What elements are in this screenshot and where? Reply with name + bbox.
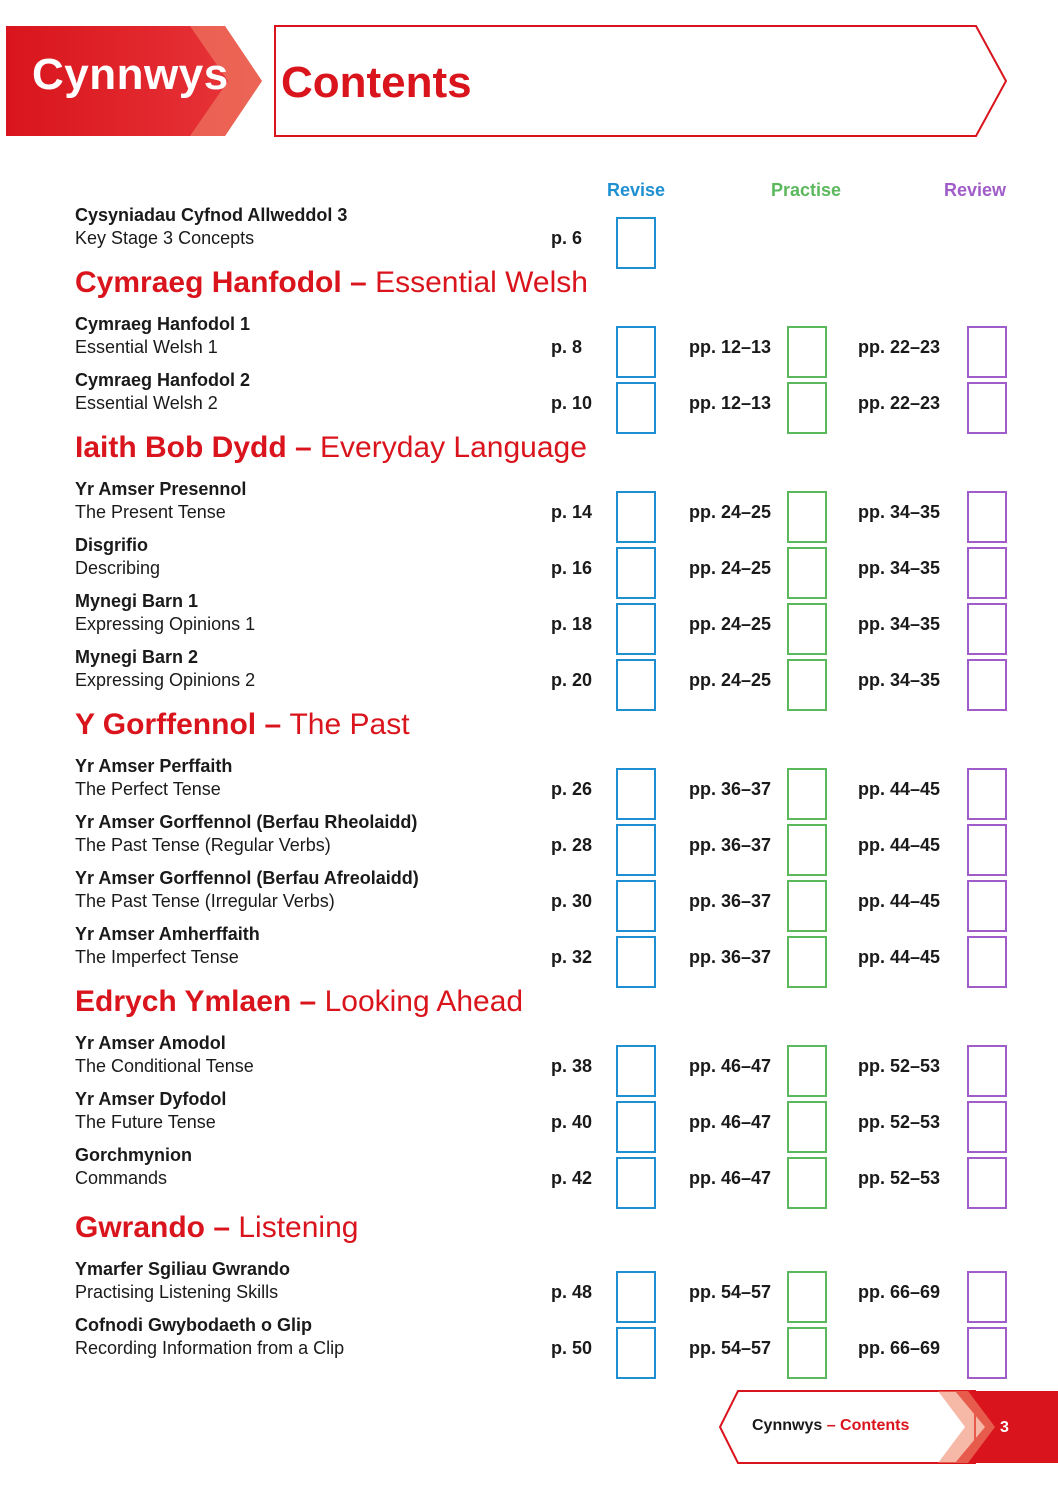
review-checkbox[interactable]: [967, 768, 1007, 820]
revise-checkbox[interactable]: [616, 824, 656, 876]
review-checkbox[interactable]: [967, 382, 1007, 434]
practise-page-ref: pp. 54–57: [689, 1338, 772, 1358]
topic-title-welsh: Yr Amser Perffaith: [75, 756, 233, 776]
review-page-ref: pp. 44–45: [858, 835, 941, 855]
section-title: [75, 266, 588, 300]
practise-checkbox[interactable]: [787, 659, 827, 711]
revise-checkbox[interactable]: [616, 1045, 656, 1097]
review-checkbox[interactable]: [967, 547, 1007, 599]
review-checkbox[interactable]: [967, 1327, 1007, 1379]
revise-checkbox[interactable]: [616, 603, 656, 655]
revise-checkbox[interactable]: [616, 1327, 656, 1379]
section-title-dash: –: [205, 1211, 239, 1244]
revise-checkbox[interactable]: [616, 491, 656, 543]
practise-page-ref: pp. 36–37: [689, 947, 772, 967]
revise-page-ref: p. 38: [551, 1056, 593, 1076]
footer-tab: [0, 1385, 1058, 1475]
review-checkbox[interactable]: [967, 659, 1007, 711]
revise-checkbox[interactable]: [616, 547, 656, 599]
practise-page-ref: pp. 46–47: [689, 1168, 772, 1188]
topic-title-english: The Perfect Tense: [75, 779, 221, 799]
review-page-ref: pp. 34–35: [858, 502, 941, 522]
section-title-welsh: Edrych Ymlaen: [75, 985, 292, 1018]
practise-page-ref: pp. 24–25: [689, 502, 772, 522]
topic-title-english: The Past Tense (Irregular Verbs): [75, 891, 335, 911]
topic-title-welsh: Cymraeg Hanfodol 2: [75, 370, 251, 390]
revise-page-ref: p. 8: [551, 337, 583, 357]
revise-checkbox[interactable]: [616, 659, 656, 711]
section-title-english: Listening: [238, 1211, 359, 1244]
review-page-ref: pp. 34–35: [858, 558, 941, 578]
topic-title-english: Essential Welsh 1: [75, 337, 218, 357]
topic-title-english: The Past Tense (Regular Verbs): [75, 835, 331, 855]
practise-page-ref: pp. 24–25: [689, 614, 772, 634]
practise-checkbox[interactable]: [787, 880, 827, 932]
section-title: [75, 708, 410, 742]
topic-title-english: Key Stage 3 Concepts: [75, 228, 255, 248]
revise-page-ref: p. 48: [551, 1282, 593, 1302]
practise-checkbox[interactable]: [787, 603, 827, 655]
review-checkbox[interactable]: [967, 1271, 1007, 1323]
topic-title-english: Expressing Opinions 2: [75, 670, 256, 690]
review-checkbox[interactable]: [967, 936, 1007, 988]
topic-title-welsh: Yr Amser Dyfodol: [75, 1089, 227, 1109]
topic-title-english: The Conditional Tense: [75, 1056, 254, 1076]
topic-title-welsh: Disgrifio: [75, 535, 149, 555]
review-page-ref: pp. 34–35: [858, 670, 941, 690]
review-checkbox[interactable]: [967, 1101, 1007, 1153]
topic-title-welsh: Cysyniadau Cyfnod Allweddol 3: [75, 205, 348, 225]
banner-title-english: Contents: [281, 58, 472, 107]
revise-page-ref: p. 40: [551, 1112, 593, 1132]
section-title-dash: –: [286, 431, 321, 464]
section-title-welsh: Iaith Bob Dydd: [75, 431, 287, 464]
topic-title-welsh: Cymraeg Hanfodol 1: [75, 314, 251, 334]
topic-title-welsh: Cofnodi Gwybodaeth o Glip: [75, 1315, 312, 1335]
topic-title-welsh: Ymarfer Sgiliau Gwrando: [75, 1259, 291, 1279]
revise-page-ref: p. 18: [551, 614, 593, 634]
section-title-dash: –: [291, 985, 325, 1018]
footer-dash: –: [822, 1417, 841, 1434]
topic-title-english: Practising Listening Skills: [75, 1282, 279, 1302]
practise-checkbox[interactable]: [787, 1327, 827, 1379]
revise-page-ref: p. 32: [551, 947, 593, 967]
section-title-dash: –: [256, 708, 290, 741]
footer-label: [752, 1417, 909, 1435]
revise-page-ref: p. 42: [551, 1168, 593, 1188]
revise-checkbox[interactable]: [616, 768, 656, 820]
topic-title-english: Describing: [75, 558, 161, 578]
revise-page-ref: p. 16: [551, 558, 593, 578]
review-page-ref: pp. 52–53: [858, 1168, 941, 1188]
section-title-english: Essential Welsh: [375, 266, 588, 299]
review-page-ref: pp. 44–45: [858, 947, 941, 967]
practise-checkbox[interactable]: [787, 768, 827, 820]
topic-title-welsh: Yr Amser Amherffaith: [75, 924, 260, 944]
revise-page-ref: p. 50: [551, 1338, 593, 1358]
topic-title-english: The Present Tense: [75, 502, 226, 522]
practise-page-ref: pp. 46–47: [689, 1056, 772, 1076]
section-title: [75, 431, 587, 465]
topic-title-welsh: Mynegi Barn 1: [75, 591, 199, 611]
practise-page-ref: pp. 24–25: [689, 558, 772, 578]
practise-checkbox[interactable]: [787, 1045, 827, 1097]
practise-page-ref: pp. 36–37: [689, 891, 772, 911]
practise-page-ref: pp. 36–37: [689, 779, 772, 799]
footer-label-english: Contents: [840, 1417, 910, 1434]
review-page-ref: pp. 44–45: [858, 779, 941, 799]
revise-page-ref: p. 14: [551, 502, 593, 522]
practise-checkbox[interactable]: [787, 382, 827, 434]
banner-title-welsh: Cynnwys: [32, 50, 229, 99]
topic-title-english: Recording Information from a Clip: [75, 1338, 345, 1358]
practise-checkbox[interactable]: [787, 824, 827, 876]
revise-page-ref: p. 28: [551, 835, 593, 855]
section-title-welsh: Gwrando: [75, 1211, 206, 1244]
review-checkbox[interactable]: [967, 326, 1007, 378]
topic-title-english: Essential Welsh 2: [75, 393, 218, 413]
practise-checkbox[interactable]: [787, 1101, 827, 1153]
review-checkbox[interactable]: [967, 824, 1007, 876]
practise-page-ref: pp. 24–25: [689, 670, 772, 690]
revise-page-ref: p. 26: [551, 779, 593, 799]
section-title-welsh: Y Gorffennol: [75, 708, 257, 741]
practise-page-ref: pp. 36–37: [689, 835, 772, 855]
practise-checkbox[interactable]: [787, 1157, 827, 1209]
review-checkbox[interactable]: [967, 1157, 1007, 1209]
column-heading-practise: Practise: [771, 180, 842, 200]
column-heading-revise: Revise: [607, 180, 666, 200]
review-checkbox[interactable]: [967, 880, 1007, 932]
practise-page-ref: pp. 54–57: [689, 1282, 772, 1302]
topic-title-welsh: Gorchmynion: [75, 1145, 193, 1165]
topic-title-english: Commands: [75, 1168, 168, 1188]
section-title-english: The Past: [289, 708, 410, 741]
practise-page-ref: pp. 46–47: [689, 1112, 772, 1132]
revise-checkbox[interactable]: [616, 880, 656, 932]
revise-page-ref: p. 30: [551, 891, 593, 911]
topic-title-english: The Imperfect Tense: [75, 947, 239, 967]
review-page-ref: pp. 34–35: [858, 614, 941, 634]
topic-title-welsh: Yr Amser Amodol: [75, 1033, 226, 1053]
topic-title-english: Expressing Opinions 1: [75, 614, 256, 634]
revise-page-ref: p. 6: [551, 228, 583, 248]
topic-title-english: The Future Tense: [75, 1112, 216, 1132]
topic-title-welsh: Mynegi Barn 2: [75, 647, 199, 667]
topic-title-welsh: Yr Amser Gorffennol (Berfau Rheolaidd): [75, 812, 418, 832]
revise-checkbox[interactable]: [616, 1157, 656, 1209]
review-page-ref: pp. 66–69: [858, 1338, 941, 1358]
column-heading-review: Review: [944, 180, 1007, 200]
review-page-ref: pp. 66–69: [858, 1282, 941, 1302]
revise-checkbox[interactable]: [616, 1101, 656, 1153]
review-page-ref: pp. 52–53: [858, 1056, 941, 1076]
section-title-english: Everyday Language: [320, 431, 587, 464]
revise-page-ref: p. 20: [551, 670, 593, 690]
review-checkbox[interactable]: [967, 491, 1007, 543]
footer-label-welsh: Cynnwys: [752, 1417, 823, 1434]
practise-page-ref: pp. 12–13: [689, 393, 772, 413]
practise-checkbox[interactable]: [787, 326, 827, 378]
section-title: [75, 985, 523, 1019]
revise-checkbox[interactable]: [616, 217, 656, 269]
practise-checkbox[interactable]: [787, 547, 827, 599]
practise-checkbox[interactable]: [787, 1271, 827, 1323]
review-checkbox[interactable]: [967, 603, 1007, 655]
topic-title-welsh: Yr Amser Presennol: [75, 479, 247, 499]
review-page-ref: pp. 22–23: [858, 337, 941, 357]
practise-page-ref: pp. 12–13: [689, 337, 772, 357]
review-page-ref: pp. 52–53: [858, 1112, 941, 1132]
revise-checkbox[interactable]: [616, 936, 656, 988]
review-checkbox[interactable]: [967, 1045, 1007, 1097]
review-page-ref: pp. 44–45: [858, 891, 941, 911]
practise-checkbox[interactable]: [787, 936, 827, 988]
revise-page-ref: p. 10: [551, 393, 593, 413]
review-page-ref: pp. 22–23: [858, 393, 941, 413]
section-title-english: Looking Ahead: [324, 985, 524, 1018]
section-title-welsh: Cymraeg Hanfodol: [75, 266, 342, 299]
topic-title-welsh: Yr Amser Gorffennol (Berfau Afreolaidd): [75, 868, 419, 888]
revise-checkbox[interactable]: [616, 326, 656, 378]
section-title: [75, 1211, 358, 1245]
revise-checkbox[interactable]: [616, 1271, 656, 1323]
practise-checkbox[interactable]: [787, 491, 827, 543]
revise-checkbox[interactable]: [616, 382, 656, 434]
section-title-dash: –: [341, 266, 376, 299]
page-number: 3: [1000, 1419, 1009, 1436]
